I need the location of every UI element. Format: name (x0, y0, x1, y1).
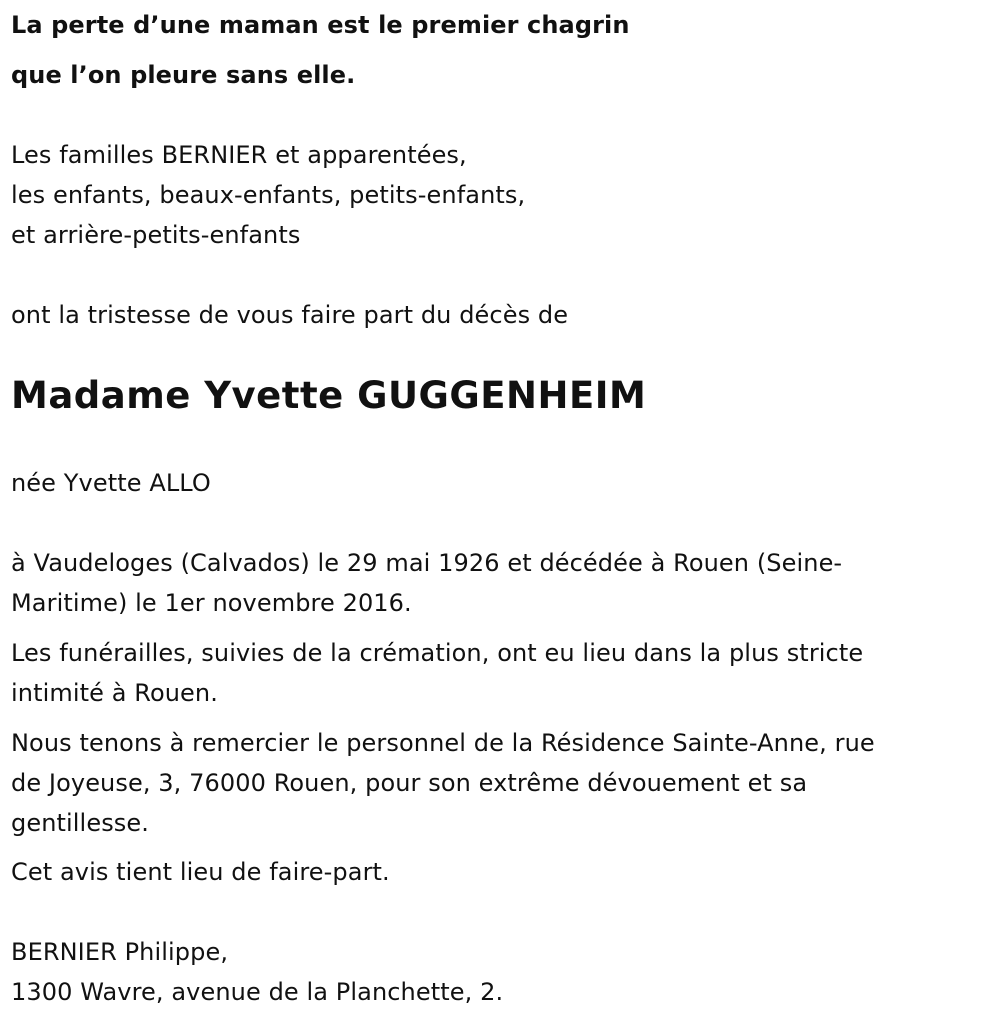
maiden-name: née Yvette ALLO (11, 469, 211, 497)
families-line-3: et arrière-petits-enfants (11, 221, 301, 249)
thanks-line-2: de Joyeuse, 3, 76000 Rouen, pour son extrême dévouement et sa (11, 769, 808, 797)
families-line-2: les enfants, beaux-enfants, petits-enfants, (11, 181, 526, 209)
contact-name: BERNIER Philippe, (11, 938, 229, 966)
thanks-line-1: Nous tenons à remercier le personnel de la Résidence Sainte-Anne, rue (11, 729, 875, 757)
dates-line-1: à Vaudeloges (Calvados) le 29 mai 1926 et décédée à Rouen (Seine- (11, 549, 843, 577)
dates-line-2: Maritime) le 1er novembre 2016. (11, 589, 412, 617)
deceased-name: Madame Yvette GUGGENHEIM (11, 374, 647, 417)
families-line-1: Les familles BERNIER et apparentées, (11, 141, 467, 169)
epigraph-line-1: La perte d’une maman est le premier chagrin (11, 11, 630, 39)
announcement-text: ont la tristesse de vous faire part du décès de (11, 301, 569, 329)
notice-text: Cet avis tient lieu de faire-part. (11, 858, 390, 886)
funeral-line-2: intimité à Rouen. (11, 679, 218, 707)
funeral-line-1: Les funérailles, suivies de la crémation, ont eu lieu dans la plus stricte (11, 639, 864, 667)
epigraph-line-2: que l’on pleure sans elle. (11, 61, 356, 89)
thanks-line-3: gentillesse. (11, 809, 149, 837)
contact-address: 1300 Wavre, avenue de la Planchette, 2. (11, 978, 504, 1006)
